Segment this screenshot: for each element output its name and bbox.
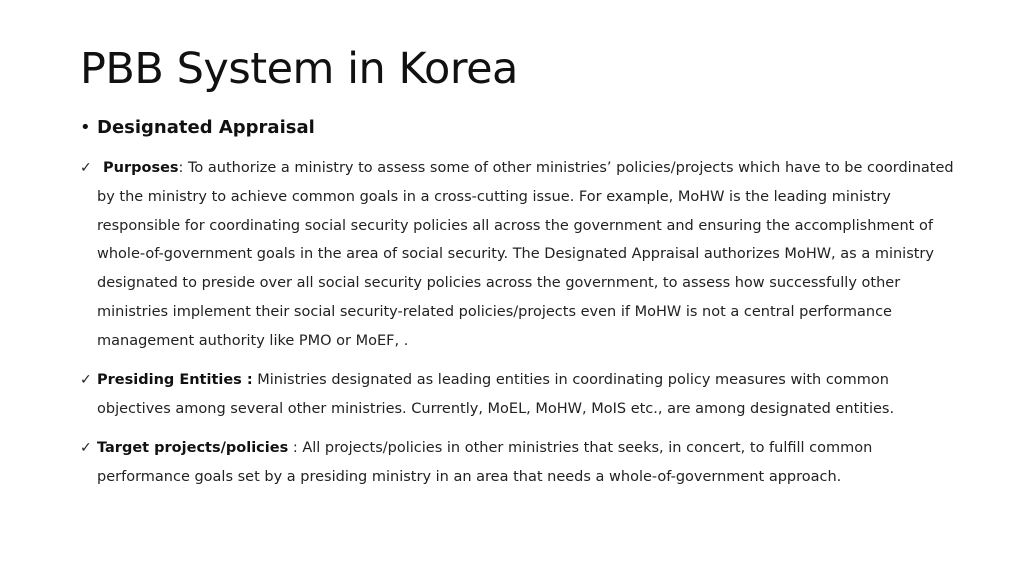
- list-item-purposes: [80, 154, 960, 356]
- list-item-target-projects: [80, 434, 960, 492]
- item-text: Ministries designated as leading entities in coordinating policy measures with common objectives among several other ministries. Currently, MoEL, MoHW, MoIS etc., are among designated entities.: [97, 372, 895, 417]
- list-item-presiding-entities: [80, 366, 960, 424]
- item-label: Target projects/policies: [97, 440, 289, 456]
- bullet-icon: •: [80, 117, 91, 138]
- item-label: Presiding Entities :: [97, 372, 253, 388]
- section-heading: [80, 117, 315, 138]
- checkmark-icon: ✓: [80, 440, 92, 456]
- slide-title: PBB System in Korea: [80, 44, 518, 94]
- list-item-body: [97, 366, 960, 424]
- checkmark-icon: ✓: [80, 160, 92, 176]
- item-text: : To authorize a ministry to assess some of other ministries’ policies/projects which have to be coordinated by the ministry to achieve common goals in a cross-cutting issue. For example, MoHW is the leading ministry responsible for coordinating social security policies all across the government and ensuring the accomplishment of whole-of-government goals in the area of social security. The Designated Appraisal authorizes MoHW, as a ministry designated to preside over all social security policies across the government, to assess how successfully other ministries implement their social security-related policies/projects even if MoHW is not a central performance management authority like PMO or MoEF, .: [97, 160, 954, 349]
- checkmark-icon: ✓: [80, 372, 92, 388]
- item-label: Purposes: [103, 160, 179, 176]
- list-item-body: [97, 154, 960, 356]
- list-item-body: [97, 434, 960, 492]
- item-text: : All projects/policies in other ministries that seeks, in concert, to fulfill common performance goals set by a presiding ministry in an area that needs a whole-of-government approach.: [97, 440, 873, 485]
- section-heading-text: Designated Appraisal: [97, 117, 315, 138]
